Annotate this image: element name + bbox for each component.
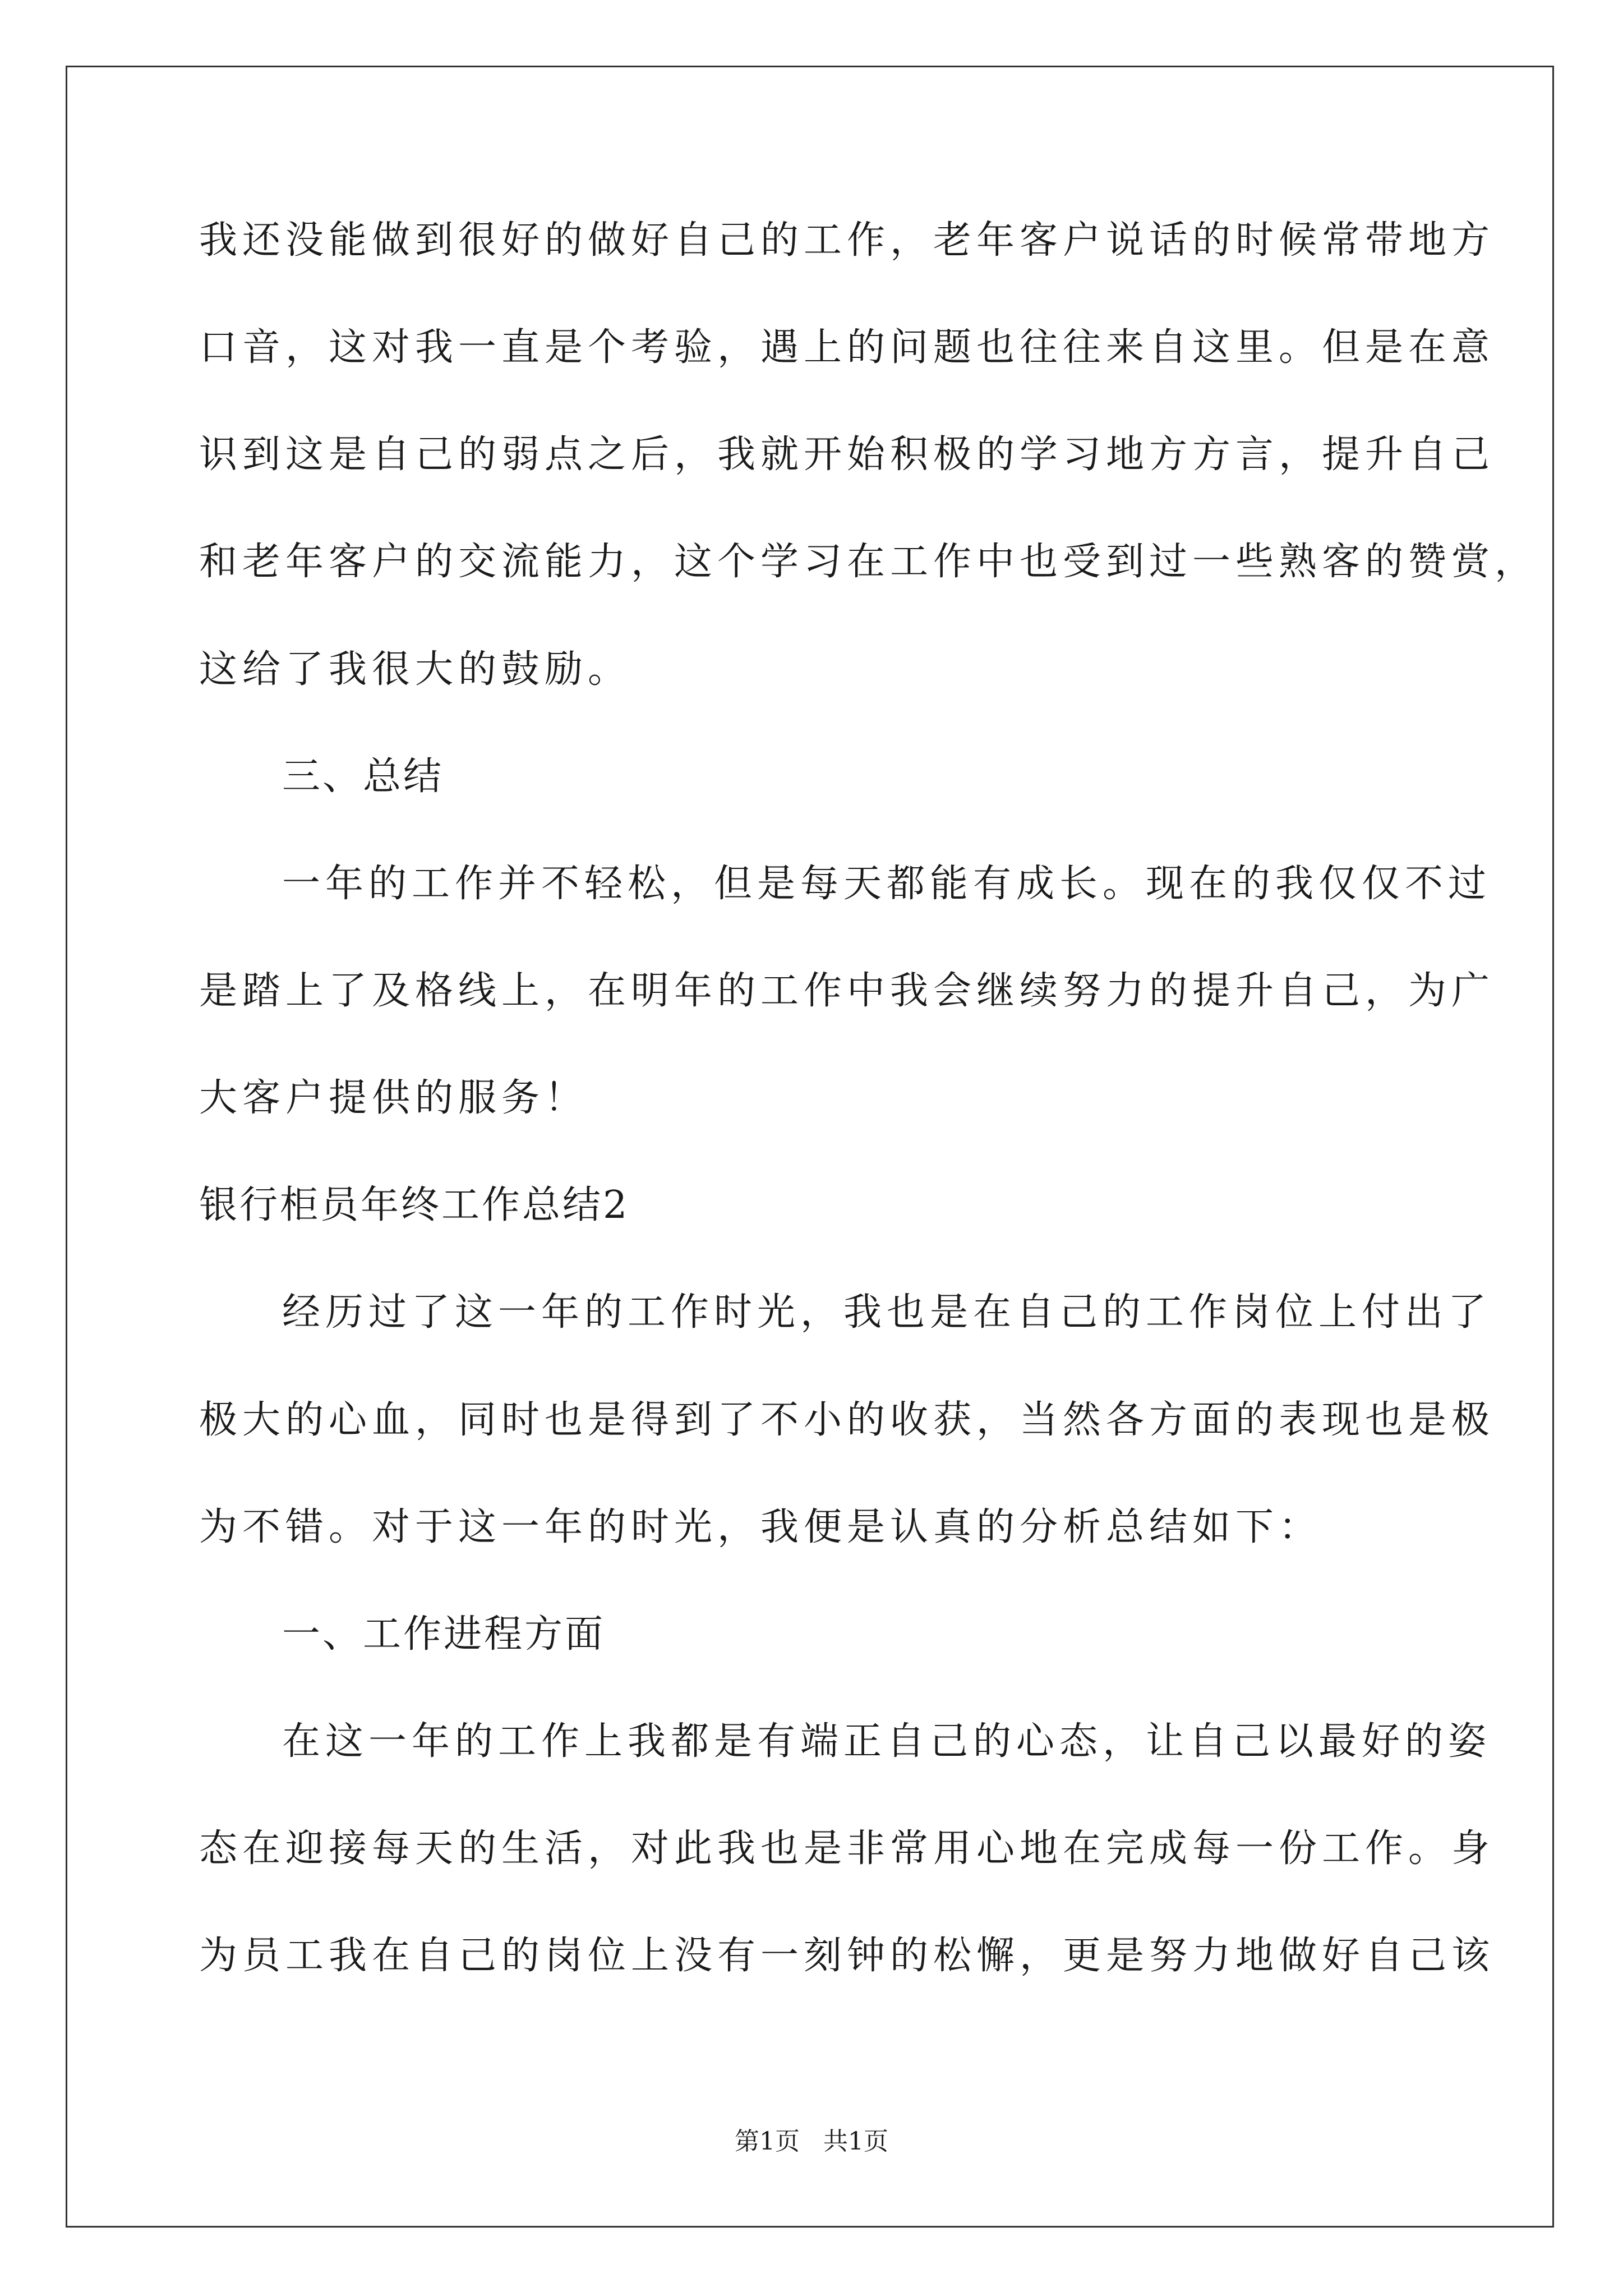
- text-line: 我还没能做到很好的做好自己的工作，老年客户说话的时候常带地方: [199, 218, 1495, 263]
- section-heading-summary: 三、总结: [282, 754, 444, 799]
- article-title: 银行柜员年终工作总结2: [199, 1183, 630, 1227]
- text-line: 态在迎接每天的生活，对此我也是非常用心地在完成每一份工作。身: [199, 1826, 1495, 1871]
- page-footer: 第1页 共1页: [735, 2127, 888, 2156]
- text-line: 口音，这对我一直是个考验，遇上的问题也往往来自这里。但是在意: [199, 325, 1495, 370]
- text-line: 为不错。对于这一年的时光，我便是认真的分析总结如下：: [199, 1505, 1322, 1549]
- section-heading-work-progress: 一、工作进程方面: [282, 1612, 606, 1657]
- text-line: 极大的心血，同时也是得到了不小的收获，当然各方面的表现也是极: [199, 1398, 1495, 1442]
- page-border: [66, 66, 1554, 2228]
- text-line: 经历过了这一年的工作时光，我也是在自己的工作岗位上付出了: [282, 1290, 1492, 1335]
- text-line: 和老年客户的交流能力，这个学习在工作中也受到过一些熟客的赞赏，: [199, 540, 1538, 584]
- text-line: 大客户提供的服务！: [199, 1076, 588, 1120]
- text-line: 是踏上了及格线上，在明年的工作中我会继续努力的提升自己，为广: [199, 969, 1495, 1013]
- text-line: 识到这是自己的弱点之后，我就开始积极的学习地方方言，提升自己: [199, 432, 1495, 477]
- text-line: 这给了我很大的鼓励。: [199, 647, 631, 692]
- text-line: 在这一年的工作上我都是有端正自己的心态，让自己以最好的姿: [282, 1719, 1492, 1764]
- text-line: 一年的工作并不轻松，但是每天都能有成长。现在的我仅仅不过: [282, 862, 1492, 906]
- text-line: 为员工我在自己的岗位上没有一刻钟的松懈，更是努力地做好自己该: [199, 1934, 1495, 1978]
